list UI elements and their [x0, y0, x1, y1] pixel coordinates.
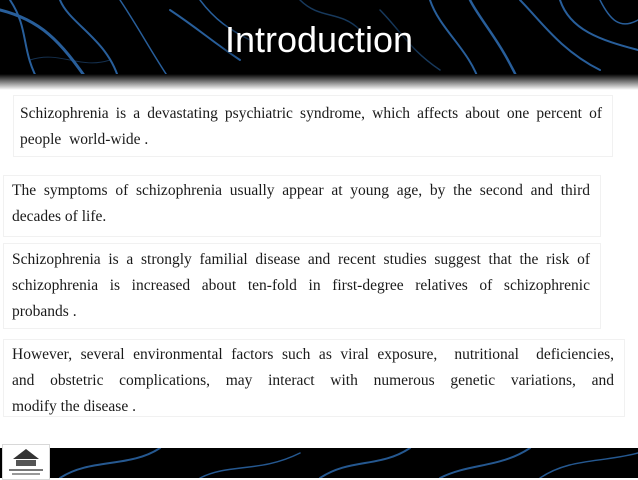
paragraph-line: people world-wide .: [20, 131, 149, 148]
university-logo: [2, 444, 50, 480]
blue-veins-footer: [0, 448, 638, 478]
paragraph-symptoms: [4, 176, 600, 236]
paragraph-line: Schizophrenia is a strongly familial disease and recent studies suggest that the risk of: [12, 251, 590, 268]
paragraph-line: and obstetric complications, may interact with numerous genetic variations, and: [12, 372, 614, 389]
paragraph-line: decades of life.: [12, 208, 107, 225]
paragraph-line: The symptoms of schizophrenia usually appear at young age, by the second and third: [12, 182, 590, 199]
paragraph-familial-risk: [4, 244, 600, 328]
paragraph-prevalence: [14, 96, 612, 156]
slide-title: Introduction: [224, 19, 414, 60]
paragraph-line: modify the disease .: [12, 398, 136, 415]
paragraph-environmental-factors: [4, 340, 624, 416]
university-seal-icon: [3, 445, 49, 479]
paragraph-line: schizophrenia is increased about ten-fold in first-degree relatives of schizophrenic: [12, 277, 590, 294]
paragraph-line: probands .: [12, 303, 77, 320]
paragraph-line: Schizophrenia is a devastating psychiatric syndrome, which affects about one percent of: [20, 105, 602, 122]
slide-footer: [0, 448, 638, 478]
paragraph-line: However, several environmental factors such as viral exposure, nutritional deficiencies,: [12, 346, 614, 363]
header-fade: [0, 74, 638, 90]
slide-header: [0, 0, 638, 84]
